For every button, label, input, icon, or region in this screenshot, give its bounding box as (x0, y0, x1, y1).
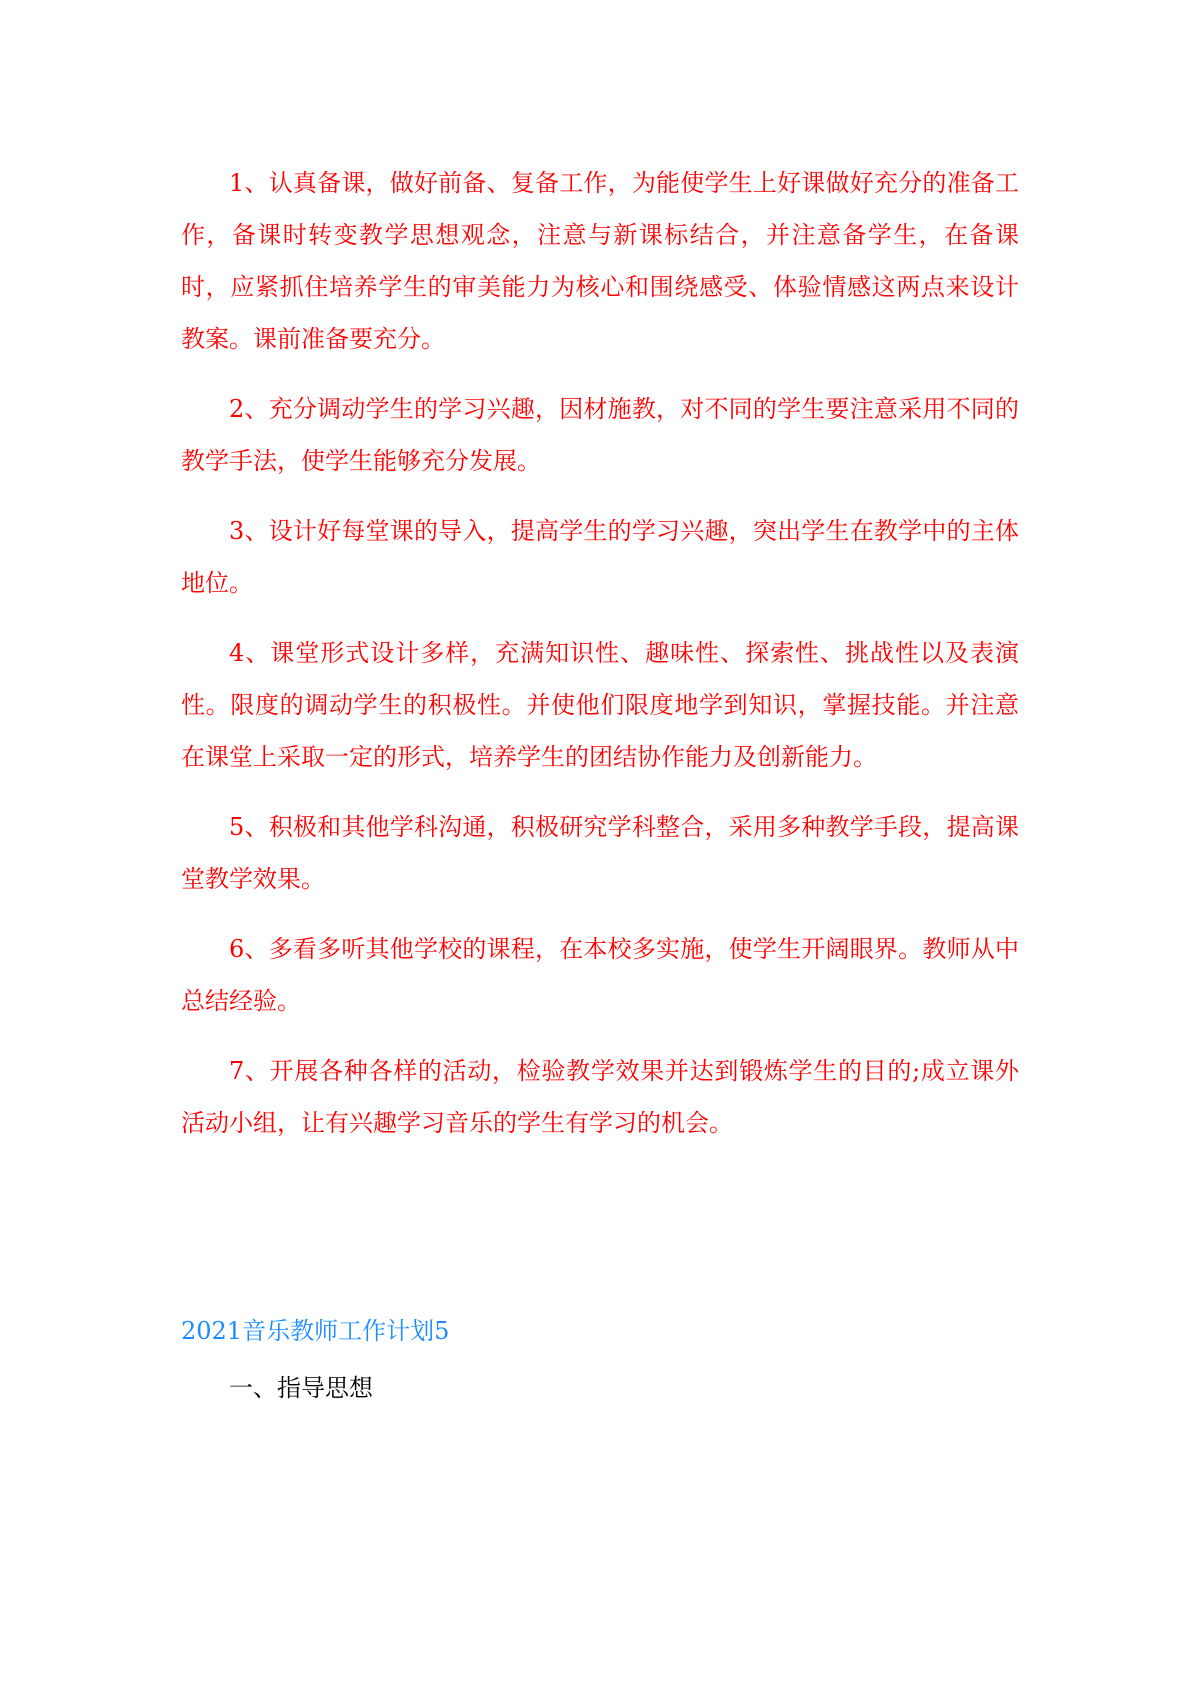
section-title: 一、指导思想 (229, 1374, 373, 1402)
paragraph-2: 2、充分调动学生的学习兴趣，因材施教，对不同的学生要注意采用不同的教学手法，使学生能够充分发展。 (181, 395, 1019, 475)
document-heading: 2021音乐教师工作计划5 (181, 1317, 450, 1345)
paragraph-4: 4、课堂形式设计多样，充满知识性、趣味性、探索性、挑战性以及表演性。限度的调动学生的积极性。并使他们限度地学到知识，掌握技能。并注意在课堂上采取一定的形式，培养学生的团结协作能力及创新能力。 (181, 639, 1019, 771)
paragraph-3: 3、设计好每堂课的导入，提高学生的学习兴趣，突出学生在教学中的主体地位。 (181, 517, 1019, 597)
paragraph-7: 7、开展各种各样的活动，检验教学效果并达到锻炼学生的目的;成立课外活动小组，让有兴趣学习音乐的学生有学习的机会。 (181, 1057, 1019, 1137)
paragraph-1: 1、认真备课，做好前备、复备工作，为能使学生上好课做好充分的准备工作，备课时转变教学思想观念，注意与新课标结合，并注意备学生，在备课时，应紧抓住培养学生的审美能力为核心和围绕感受、体验情感这两点来设计教案。课前准备要充分。 (181, 169, 1019, 353)
paragraph-6: 6、多看多听其他学校的课程，在本校多实施，使学生开阔眼界。教师从中总结经验。 (181, 935, 1019, 1015)
paragraph-5: 5、积极和其他学科沟通，积极研究学科整合，采用多种教学手段，提高课堂教学效果。 (181, 813, 1019, 893)
document-body (181, 157, 1019, 1167)
